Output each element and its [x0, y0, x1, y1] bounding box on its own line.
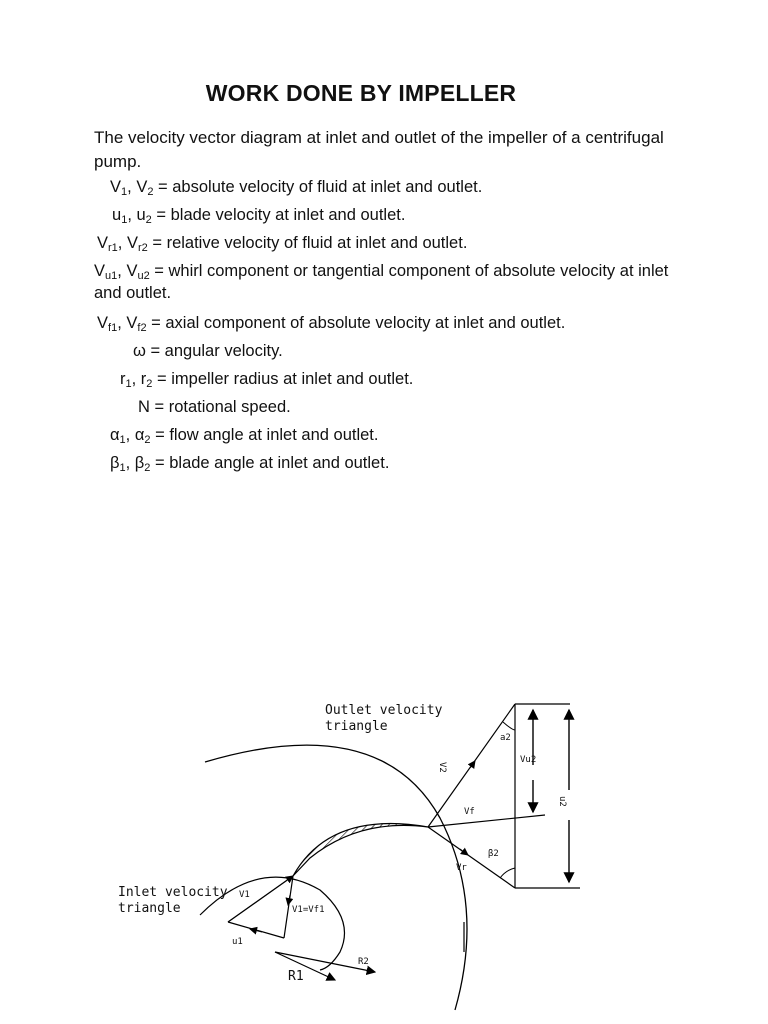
def-absolute-velocity: $V_1$, $V_2$ = absolute velocity of fluid at inlet and outlet.: [110, 178, 483, 198]
outlet-label-2: triangle: [325, 719, 388, 734]
outer-impeller-arc: [205, 745, 467, 1010]
label-vf1: V1=Vf1: [292, 905, 325, 915]
inlet-label-2: triangle: [118, 901, 181, 916]
def-flow-angle: $\alpha_1$, $\alpha_2$ = flow angle at inlet and outlet.: [110, 426, 379, 446]
label-v1: V1: [239, 890, 250, 900]
label-a2: a2: [500, 733, 511, 743]
label-u2: u2: [557, 796, 567, 807]
velocity-triangle-diagram: [0, 690, 768, 1024]
outlet-label-1: Outlet velocity: [325, 703, 443, 718]
intro-paragraph: The velocity vector diagram at inlet and outlet of the impeller of a centrifugal pump.: [94, 128, 664, 171]
def-relative-velocity: $V_{r1}$, $V_{r2}$ = relative velocity of fluid at inlet and outlet.: [97, 234, 468, 254]
def-impeller-radius: $r_1$, $r_2$ = impeller radius at inlet and outlet.: [120, 370, 414, 390]
def-blade-angle: $\beta_1$, $\beta_2$ = blade angle at inlet and outlet.: [110, 454, 390, 474]
inlet-label-1: Inlet velocity: [118, 885, 228, 900]
label-u1: u1: [232, 937, 243, 947]
impeller-blade: [293, 824, 428, 876]
label-vf2: Vf: [464, 807, 475, 817]
vr2-vector: [428, 827, 515, 888]
page-title: WORK DONE BY IMPELLER: [205, 80, 517, 106]
label-beta2: β2: [488, 849, 499, 859]
def-whirl-component: $V_{u1}$, $V_{u2}$ = whirl component or tangential component of absolute velocity at inlet and outlet.: [94, 262, 669, 302]
vf2-vector: [428, 815, 545, 827]
label-r2: R2: [358, 957, 369, 967]
def-angular-velocity: ω = angular velocity.: [133, 342, 283, 360]
def-axial-component: $V_{f1}$, $V_{f2}$ = axial component of absolute velocity at inlet and outlet.: [97, 314, 566, 334]
label-vr2: Vr: [456, 863, 467, 873]
r1-line: [275, 952, 335, 980]
def-rotational-speed: N = rotational speed.: [138, 398, 291, 416]
label-r1: R1: [288, 969, 304, 984]
label-v2: V2: [437, 762, 447, 773]
label-vu2: Vu2: [520, 755, 537, 765]
def-blade-velocity: $u_1$, $u_2$ = blade velocity at inlet and outlet.: [112, 206, 406, 226]
